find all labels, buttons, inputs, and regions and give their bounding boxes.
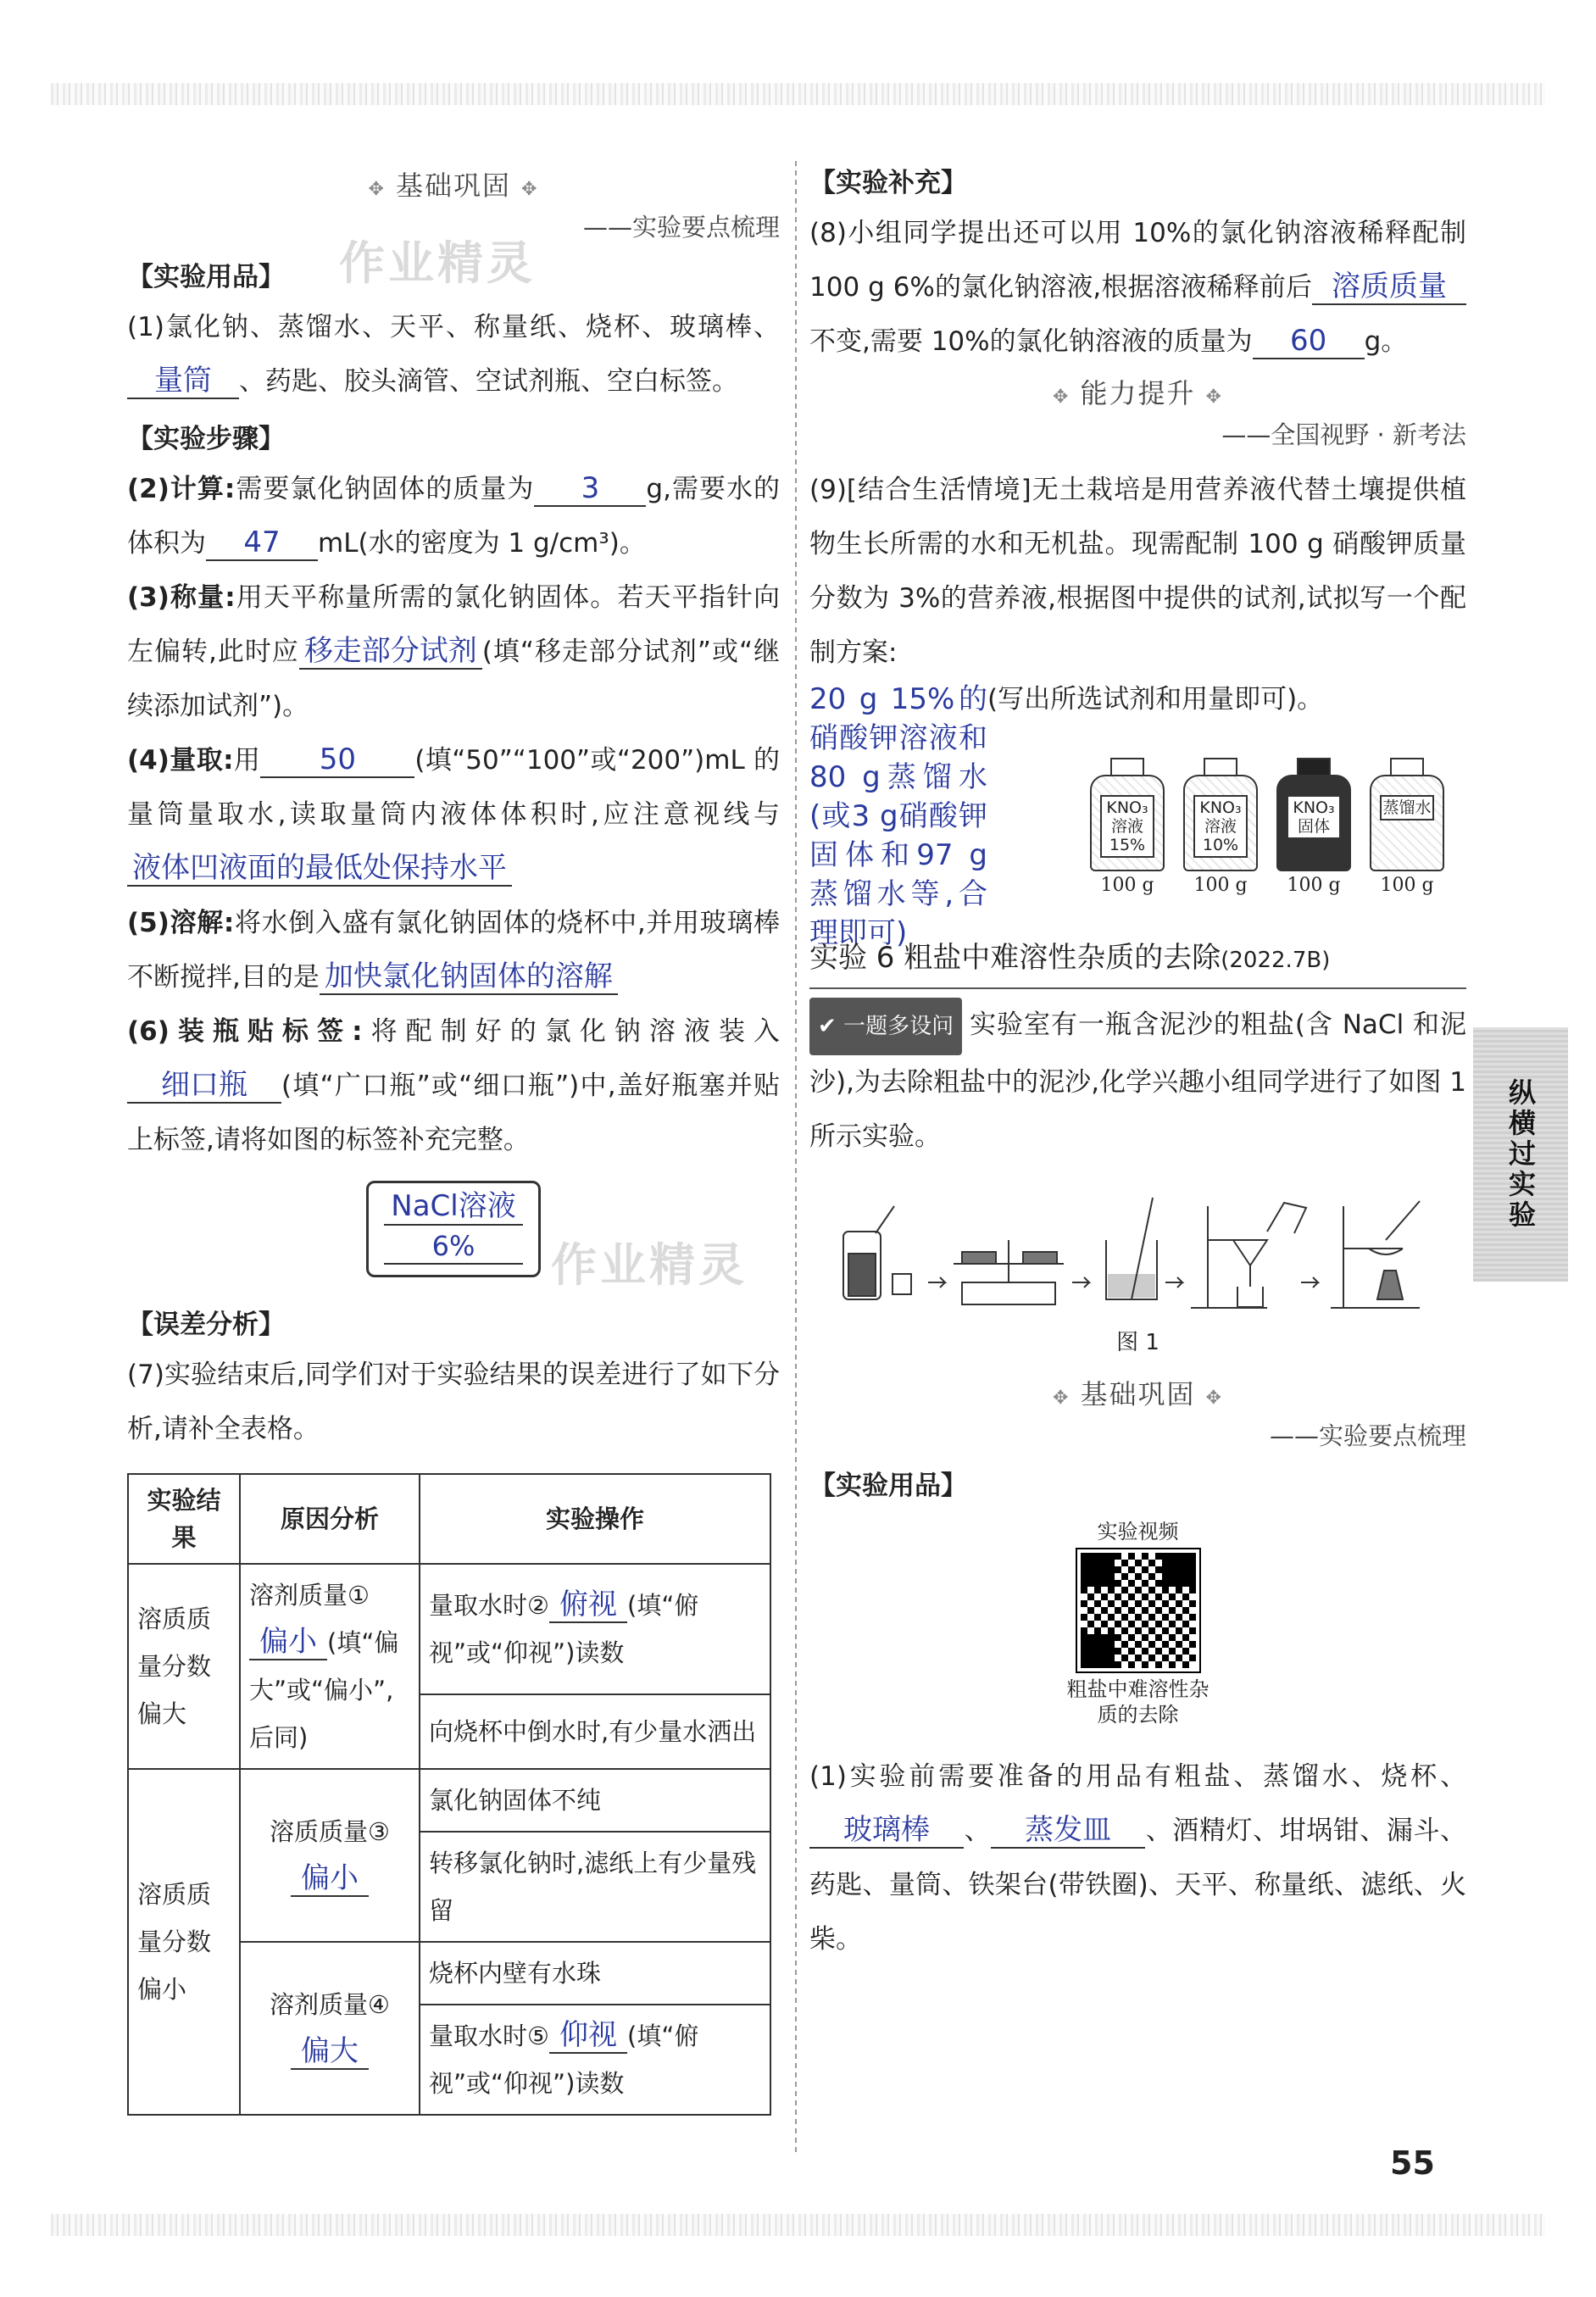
page-number: 55: [1390, 2144, 1435, 2182]
section3-subtitle: ——实验要点梳理: [1269, 1421, 1466, 1450]
q2-text-c: mL(水的密度为 1 g/cm³)。: [318, 528, 646, 559]
label-line-2: 6%: [384, 1229, 523, 1265]
answer-8b: 60: [1253, 324, 1365, 359]
video-qr-block[interactable]: [809, 1519, 1466, 1727]
lab-procedure-illustration: [826, 1181, 1454, 1325]
question-intro: [809, 998, 1466, 1164]
q3-label: (3)称量:: [127, 582, 236, 613]
bottle-neck: [1297, 758, 1331, 775]
question-4: [127, 733, 780, 896]
q8-text-b: 不变,需要 10%的氯化钠溶液的质量为: [809, 326, 1253, 357]
q9-text-a: (9)[结合生活情境]无土栽培是用营养液代替土壤提供植物生长所需的水和无机盐。现需配制 100 g 硝酸钾质量分数为 3%的营养液,根据图中提供的试剂,试拟写一个配制方案:: [809, 475, 1466, 668]
section-title-advanced: [809, 372, 1466, 411]
scan-edge-top: [51, 83, 1545, 105]
q3-text-b: (填“移走部分试剂”或“继续添加试剂”)。: [127, 637, 780, 721]
bottle-label: [366, 1181, 541, 1277]
row2-op3: 烧杯内壁有水珠: [420, 1942, 770, 2005]
r1-op1-text: 量取水时②: [429, 1591, 549, 1621]
r1-reason-text: 溶剂质量①: [249, 1581, 370, 1610]
row2-op2: 转移氯化钠时,滤纸上有少量残留: [420, 1832, 770, 1942]
q8-text-c: g。: [1364, 326, 1408, 357]
qr-top-text: 实验视频: [1097, 1520, 1179, 1543]
q9-text-b: (写出所选试剂和用量即可)。: [987, 684, 1324, 715]
header-reason: 原因分析: [240, 1474, 420, 1564]
ornament-icon: ✥: [1053, 1388, 1070, 1409]
check-icon: ✔: [818, 1014, 837, 1039]
answer-5: 加快氯化钠固体的溶解: [320, 959, 618, 995]
q6-label: (6)装瓶贴标签:: [127, 1016, 363, 1047]
ornament-icon: ✥: [1205, 1388, 1223, 1409]
answer-8a: 溶质质量: [1312, 270, 1466, 305]
q11-text-b: 、: [964, 1816, 992, 1846]
header-result: 实验结果: [128, 1474, 240, 1564]
error-table: [127, 1473, 771, 2116]
q5-text-a: 将水倒入盛有氯化钠固体的烧杯中,并用玻璃棒不断搅拌,目的是: [127, 908, 780, 993]
figure-caption: 图 1: [1116, 1330, 1159, 1355]
heading-materials: 【实验用品】: [127, 262, 285, 292]
bottle-water: [1369, 758, 1445, 896]
bottle-body: [1183, 775, 1258, 871]
bottle-body: [1276, 775, 1351, 871]
bottle-tag: KNO₃溶液10%: [1193, 795, 1248, 858]
answer-11a: 玻璃棒: [809, 1813, 964, 1849]
reagent-bottles: [1089, 758, 1445, 927]
exp2-year: (2022.7B): [1221, 948, 1331, 973]
bottle-amount: 100 g: [1193, 875, 1248, 896]
exp2-title-text: 实验 6 粗盐中难溶性杂质的去除: [809, 941, 1221, 975]
answer-table-4: 偏大: [291, 2034, 369, 2070]
bottle-kno3-15: [1089, 758, 1165, 896]
ornament-icon: ✥: [1205, 387, 1223, 408]
experiment-2-title: [809, 931, 1466, 989]
bottle-tag: KNO₃溶液15%: [1100, 795, 1154, 858]
bottle-neck: [1110, 758, 1144, 775]
q2-text-a: 需要氯化钠固体的质量为: [235, 474, 535, 504]
question-2: [127, 462, 780, 570]
section2-subtitle: ——全国视野 · 新考法: [1221, 420, 1466, 449]
question-11: [809, 1749, 1466, 1966]
side-tab: [1473, 1027, 1568, 1282]
bottle-neck: [1204, 758, 1237, 775]
section3-title-text: 基础巩固: [1080, 1378, 1196, 1410]
q2-label: (2)计算:: [127, 474, 236, 504]
row2-reason2: [240, 1942, 420, 2115]
row2-reason1: [240, 1769, 420, 1942]
right-column: [809, 161, 1466, 1966]
side-tab-text: 纵横过实验: [1504, 1078, 1537, 1231]
answer-4a: 50: [260, 742, 414, 778]
bottle-kno3-10: [1182, 758, 1259, 896]
answer-table-2: 俯视: [549, 1588, 627, 1623]
bottle-neck: [1390, 758, 1424, 775]
answer-table-3: 偏小: [291, 1861, 369, 1897]
balance-icon: [962, 1282, 1055, 1304]
badge-text: 一题多设问: [843, 1014, 954, 1039]
question-7: (7)实验结束后,同学们对于实验结果的误差进行了如下分析,请补全表格。: [127, 1360, 780, 1444]
ornament-icon: ✥: [1053, 387, 1070, 408]
r2-reason2-text: 溶剂质量④: [270, 1990, 390, 2019]
answer-11b: 蒸发皿: [991, 1813, 1145, 1849]
bottle-body: [1090, 775, 1165, 871]
answer-1: 量筒: [127, 364, 239, 399]
figure-1: [826, 1181, 1466, 1325]
heading-materials-2: 【实验用品】: [809, 1471, 967, 1501]
row1-reason: [240, 1564, 420, 1769]
r1-op1-hint: (填“俯视”或“仰视”)读数: [429, 1591, 699, 1668]
q11-text-c: 、酒精灯、坩埚钳、漏斗、药匙、量筒、铁架台(带铁圈)、天平、称量纸、滤纸、火柴。: [809, 1816, 1467, 1955]
section2-title-text: 能力提升: [1080, 377, 1196, 409]
bottle-amount: 100 g: [1380, 875, 1434, 896]
section-subtitle: ——实验要点梳理: [582, 213, 780, 242]
bottle-body: [1370, 775, 1444, 871]
question-1: [127, 300, 780, 409]
table-row: [128, 1769, 770, 1832]
answer-3: 移走部分试剂: [299, 634, 482, 670]
row1-op2: 向烧杯中倒水时,有少量水洒出: [420, 1694, 770, 1769]
r2-op4-hint: (填“俯视”或“仰视”)读数: [429, 2022, 699, 2098]
r1-reason-hint: (填“偏大”或“偏小”,后同): [249, 1628, 399, 1752]
bottle-amount: 100 g: [1287, 875, 1341, 896]
section-title-text: 基础巩固: [395, 170, 511, 202]
table-header: [128, 1474, 770, 1564]
q1-text-a: (1)氯化钠、蒸馏水、天平、称量纸、烧杯、玻璃棒、: [127, 312, 780, 342]
table-row: [128, 1564, 770, 1694]
row2-op1: 氯化钠固体不纯: [420, 1769, 770, 1832]
left-column: [127, 161, 780, 2116]
row1-result: 溶质质量分数偏大: [128, 1564, 240, 1769]
section-title-basic-2: [809, 1373, 1466, 1412]
watermark: 作业精灵: [339, 236, 536, 290]
ornament-icon: ✥: [368, 179, 386, 200]
bottle-amount: 100 g: [1100, 875, 1154, 896]
q6-text-a: 将配制好的氯化钠溶液装入: [362, 1016, 781, 1047]
q4-text-a: 用: [233, 745, 261, 776]
header-operation: 实验操作: [420, 1474, 770, 1564]
answer-2a: 3: [534, 471, 646, 507]
q8-text-a: (8)小组同学提出还可以用 10%的氯化钠溶液稀释配制 100 g 6%的氯化钠溶液,根据溶液稀释前后: [809, 218, 1466, 303]
label-line-1: NaCl溶液: [384, 1188, 523, 1226]
bottle-tag: 蒸馏水: [1380, 795, 1434, 820]
intro-text: 实验室有一瓶含泥沙的粗盐(含 NaCl 和泥沙),为去除粗盐中的泥沙,化学兴趣小组同学进行了如图 1 所示实验。: [809, 1009, 1466, 1152]
multi-question-badge: [809, 998, 962, 1055]
answer-6: 细口瓶: [127, 1068, 281, 1104]
r2-reason1-text: 溶质质量③: [270, 1817, 390, 1846]
column-divider: [795, 161, 797, 2153]
question-8: [809, 206, 1466, 369]
row2-result: 溶质质量分数偏小: [128, 1769, 240, 2115]
question-6: [127, 1004, 780, 1167]
ornament-icon: ✥: [521, 179, 539, 200]
answer-2b: 47: [206, 526, 318, 561]
row2-op4: [420, 2005, 770, 2115]
question-9: [809, 463, 1466, 680]
q1-text-b: 、药匙、胶头滴管、空试剂瓶、空白标签。: [239, 366, 738, 397]
heading-error: 【误差分析】: [127, 1310, 285, 1340]
bottle-tag: KNO₃固体: [1287, 795, 1341, 839]
answer-table-5: 仰视: [549, 2018, 627, 2054]
answer-9: 20 g 15%的硝酸钾溶液和80 g蒸馏水(或3 g硝酸钾固体和97 g蒸馏水等,合理即可): [809, 682, 987, 950]
q11-text-a: (1)实验前需要准备的用品有粗盐、蒸馏水、烧杯、: [809, 1761, 1466, 1792]
section-title-basic: [127, 164, 780, 203]
heading-steps: 【实验步骤】: [127, 424, 285, 454]
question-5: [127, 896, 780, 1004]
qr-code-icon[interactable]: [1077, 1549, 1199, 1671]
bottle-kno3-solid: [1276, 758, 1352, 896]
answer-4b: 液体凹液面的最低处保持水平: [127, 851, 512, 887]
q3-text-a: 用天平称量所需的氯化钠固体。若天平指针向左偏转,此时应: [127, 582, 780, 667]
q2-text-b: g,需要水的体积为: [127, 474, 780, 559]
q4-text-b: (填“50”“100”或“200”)mL 的量筒量取水,读取量筒内液体体积时,应注意视线与: [127, 745, 780, 830]
watermark: 作业精灵: [551, 1238, 748, 1292]
answer-table-1: 偏小: [249, 1625, 327, 1660]
q5-label: (5)溶解:: [127, 908, 235, 938]
heading-supplement: 【实验补充】: [809, 168, 967, 198]
scan-edge-bottom: [51, 2214, 1545, 2236]
row1-op1: [420, 1564, 770, 1694]
q4-label: (4)量取:: [127, 745, 234, 776]
r2-op4-text: 量取水时⑤: [429, 2022, 549, 2050]
question-3: [127, 570, 780, 733]
q6-text-b: (填“广口瓶”或“细口瓶”)中,盖好瓶塞并贴上标签,请将如图的标签补充完整。: [127, 1071, 780, 1155]
qr-bottom-text: 粗盐中难溶性杂质的去除: [1066, 1677, 1210, 1727]
